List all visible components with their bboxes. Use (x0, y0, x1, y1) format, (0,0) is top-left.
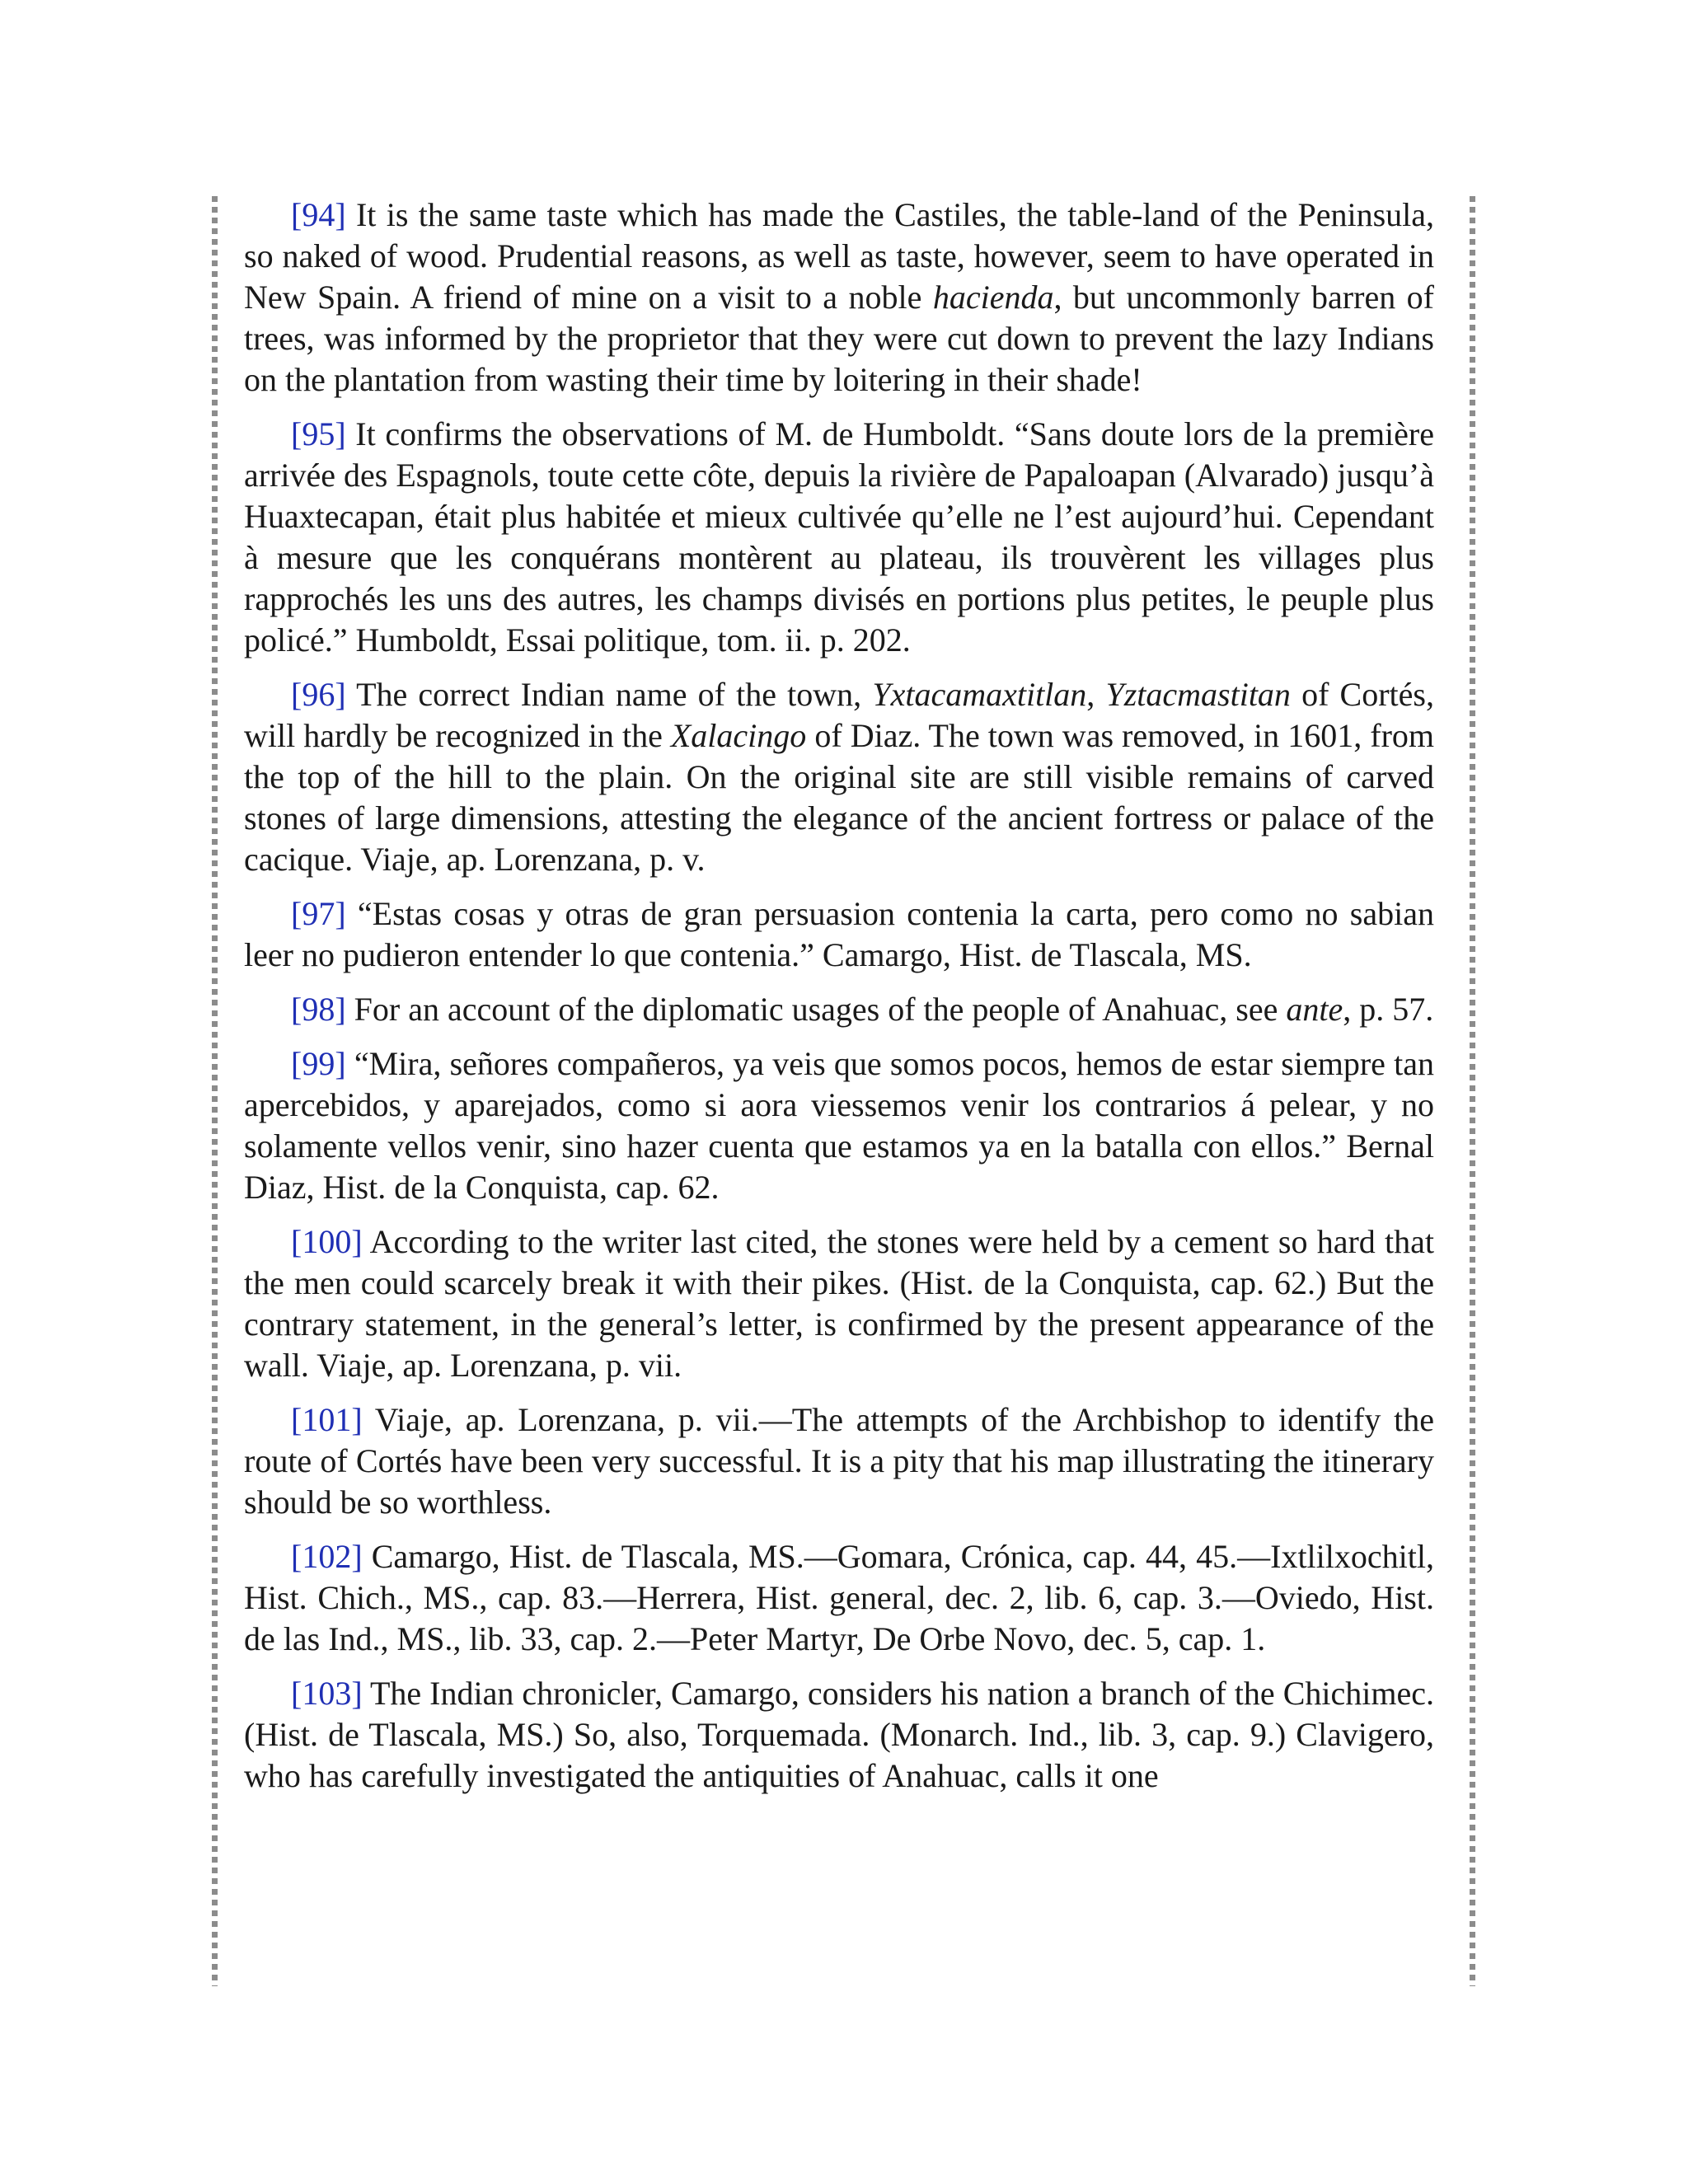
footnote-94-text-2: , but uncommonly barren of trees, was informed by the proprietor that they were cut down to prevent the lazy Indians on the plantation from wasting their time by loitering in their shade! (244, 279, 1434, 398)
footnote-96 (244, 674, 1434, 880)
footnote-97-text: “Estas cosas y otras de gran persuasion contenia la carta, pero como no sabian leer no pudieron entender lo que contenia.” Camargo, Hist. de Tlascala, MS. (244, 895, 1434, 973)
right-dotted-border (1470, 196, 1475, 1986)
footnote-ref-99[interactable]: [99] (291, 1045, 346, 1082)
footnote-ref-96[interactable]: [96] (291, 676, 346, 713)
footnote-98 (244, 989, 1434, 1030)
footnote-94 (244, 194, 1434, 401)
footnote-ref-94[interactable]: [94] (291, 196, 346, 233)
footnote-96-text-4: of Diaz. The town was removed, in 1601, from the top of the hill to the plain. On the original site are still visible remains of carved stones of large dimensions, attesting the elegance of the ancient fortress or palace of the cacique. Viaje, ap. Lorenzana, p. v. (244, 717, 1434, 878)
footnote-103-text: The Indian chronicler, Camargo, considers his nation a branch of the Chichimec. (Hist. de Tlascala, MS.) So, also, Torquemada. (Monarch. Ind., lib. 3, cap. 9.) Clavigero, who has carefully investigated the antiquities of Anahuac, calls it one (244, 1675, 1434, 1794)
footnote-103 (244, 1673, 1434, 1797)
footnote-97 (244, 893, 1434, 976)
footnote-ref-95[interactable]: [95] (291, 415, 346, 452)
footnote-96-text-2: , (1086, 676, 1106, 713)
footnote-100-text: According to the writer last cited, the stones were held by a cement so hard that the men could scarcely break it with their pikes. (Hist. de la Conquista, cap. 62.) But the contrary statement, in the general’s letter, is confirmed by the present appearance of the wall. Viaje, ap. Lorenzana, p. vii. (244, 1223, 1434, 1384)
footnote-94-text-1: It is the same taste which has made the Castiles, the table-land of the Peninsula, so naked of wood. Prudential reasons, as well as taste, however, seem to have operated in New Spain. A friend of mine on a visit to a noble (244, 196, 1434, 316)
footnote-ref-98[interactable]: [98] (291, 991, 346, 1028)
footnote-98-text-2: , p. 57. (1343, 991, 1434, 1028)
footnote-98-text-1: For an account of the diplomatic usages of the people of Anahuac, see (345, 991, 1287, 1028)
footnote-99 (244, 1043, 1434, 1208)
footnote-ref-100[interactable]: [100] (291, 1223, 363, 1260)
footnote-102-text: Camargo, Hist. de Tlascala, MS.—Gomara, Crónica, cap. 44, 45.—Ixtlilxochitl, Hist. Chich., MS., cap. 83.—Herrera, Hist. general, dec. 2, lib. 6, cap. 3.—Oviedo, Hist. de las Ind., MS., lib. 33, cap. 2.—Peter Martyr, De Orbe Novo, dec. 5, cap. 1. (244, 1538, 1434, 1657)
footnote-95-text: It confirms the observations of M. de Humboldt. “Sans doute lors de la première arrivée des Espagnols, toute cette côte, depuis la rivière de Papaloapan (Alvarado) jusqu’à Huaxtecapan, était plus habitée et mieux cultivée qu’elle ne l’est aujourd’hui. Cependant à mesure que les conquérans montèrent au plateau, ils trouvèrent les villages plus rapprochés les uns des autres, les champs divisés en portions plus petites, le peuple plus policé.” Humboldt, Essai politique, tom. ii. p. 202. (244, 415, 1434, 658)
footnote-ref-102[interactable]: [102] (291, 1538, 363, 1575)
footnotes-section (244, 194, 1434, 1810)
footnote-101-text: Viaje, ap. Lorenzana, p. vii.—The attempts of the Archbishop to identify the route of Cortés have been very successful. It is a pity that his map illustrating the itinerary should be so worthless. (244, 1401, 1434, 1521)
footnote-ref-97[interactable]: [97] (291, 895, 346, 932)
footnote-96-italic-yxtacamaxtitlan: Yxtacamaxtitlan (872, 676, 1087, 713)
footnote-96-italic-xalacingo: Xalacingo (670, 717, 807, 754)
footnote-96-text-1: The correct Indian name of the town, (345, 676, 873, 713)
footnote-98-italic-ante: ante (1286, 991, 1343, 1028)
left-dotted-border (212, 196, 218, 1986)
footnote-100 (244, 1221, 1434, 1386)
footnote-ref-101[interactable]: [101] (291, 1401, 363, 1438)
footnote-101 (244, 1399, 1434, 1523)
footnote-ref-103[interactable]: [103] (291, 1675, 363, 1712)
footnote-96-italic-yztacmastitan: Yztacmastitan (1105, 676, 1291, 713)
footnote-102 (244, 1536, 1434, 1660)
footnote-95 (244, 414, 1434, 661)
footnote-96-text-3: of Cortés, will hardly be recognized in the (244, 676, 1434, 754)
footnote-94-italic-hacienda: hacienda (932, 279, 1054, 316)
footnote-99-text: “Mira, señores compañeros, ya veis que somos pocos, hemos de estar siempre tan apercebidos, y aparejados, como si aora viessemos venir los contrarios á pelear, y no solamente vellos venir, sino hazer cuenta que estamos ya en la batalla con ellos.” Bernal Diaz, Hist. de la Conquista, cap. 62. (244, 1045, 1434, 1206)
